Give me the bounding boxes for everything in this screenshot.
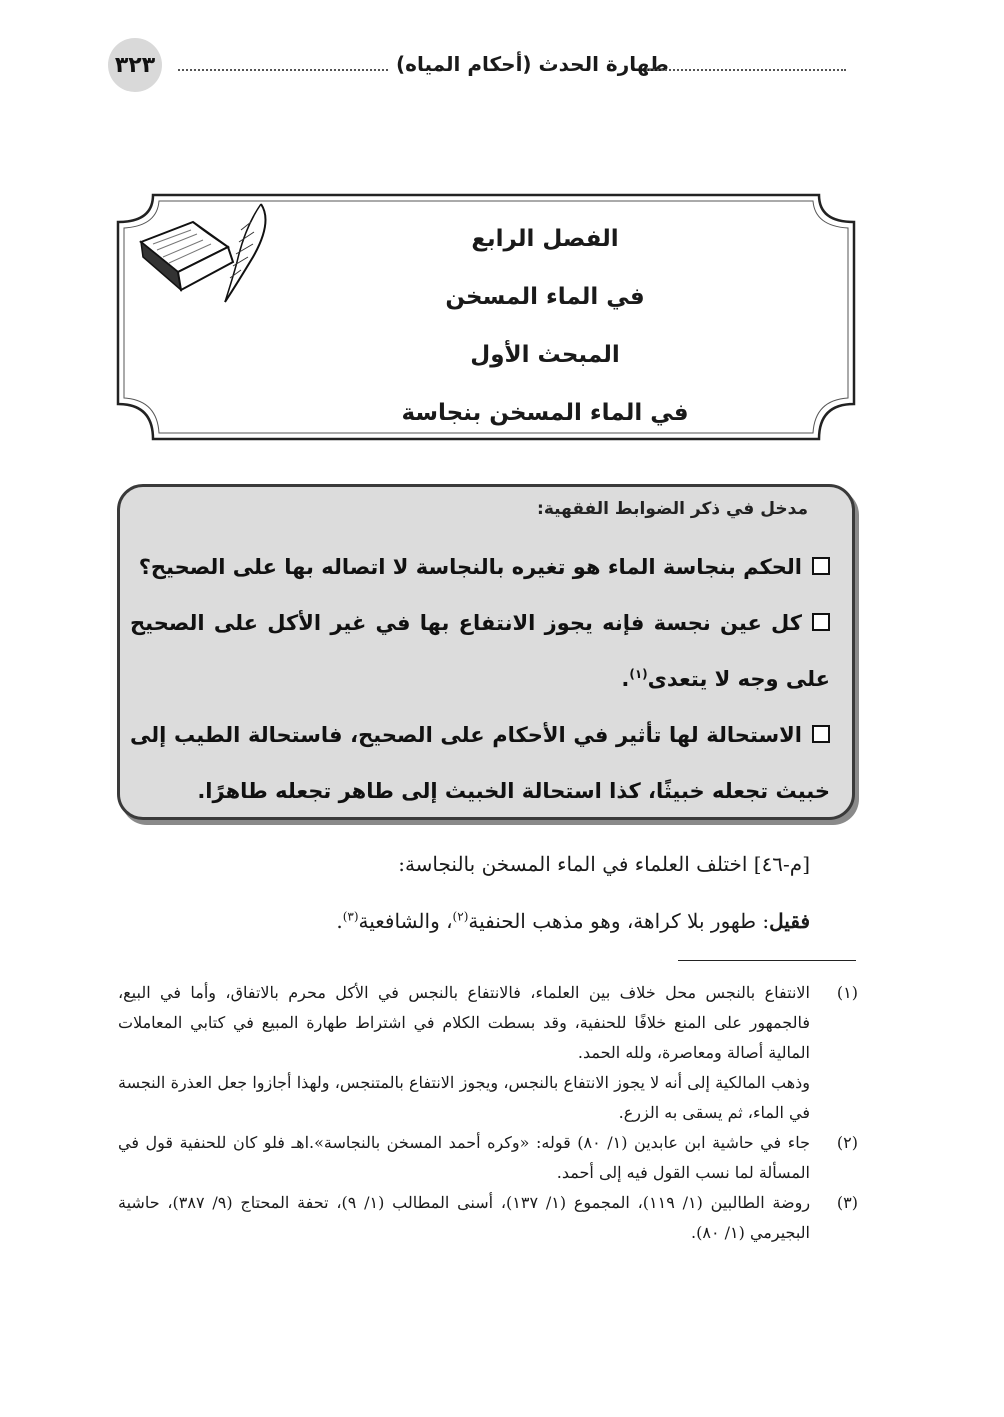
body-paragraph: [م-٤٦] اختلف العلماء في الماء المسخن بالنجاسة: [398, 852, 810, 876]
footnote-text: جاء في حاشية ابن عابدين (١/ ٨٠) قوله: «وكره أحمد المسخن بالنجاسة».اهـ فلو كان للحنفية قول في المسألة لما نسب القول فيه إلى أحمد. [118, 1133, 810, 1182]
page-number: ٣٢٣ [108, 38, 162, 92]
footnote-text: وذهب المالكية إلى أنه لا يجوز الانتفاع بالنجس، ويجوز الانتفاع بالمتنجس، ولهذا أجازوا جعل العذرة النجسة في الماء، ثم يسقى به الزرع. [118, 1073, 810, 1122]
fiqh-rules-box [117, 484, 855, 820]
footnotes [118, 978, 858, 1248]
section-heading: المبحث الأول [470, 342, 620, 368]
section-subject: في الماء المسخن بنجاسة [401, 400, 689, 426]
rule-item: كل عين نجسة فإنه يجوز الانتفاع بها في غير الأكل على الصحيح على وجه لا يتعدى$^{(١)}$. [130, 611, 830, 691]
footnote-ref[interactable]: (٣) [342, 909, 359, 924]
rule-item: الحكم بنجاسة الماء هو تغيره بالنجاسة لا اتصاله بها على الصحيح؟ [130, 539, 830, 595]
body-paragraph: فقيل: طهور بلا كراهة، وهو مذهب الحنفية$^{(٢)}$، والشافعية$^{(٣)}$. [336, 909, 810, 933]
footnote [118, 978, 858, 1128]
footnote-number: (٢) [836, 1133, 858, 1152]
page-header [108, 38, 848, 98]
checkbox-bullet-icon [812, 557, 830, 575]
rule-item: الاستحالة لها تأثير في الأحكام على الصحيح، فاستحالة الطيب إلى خبيث تجعله خبيثًا، كذا استحالة الخبيث إلى طاهر تجعله طاهرًا. [130, 723, 830, 803]
lead-word: فقيل [769, 909, 810, 933]
checkbox-bullet-icon [812, 725, 830, 743]
chapter-heading: الفصل الرابع [471, 226, 619, 252]
footnote-number: (١) [836, 983, 858, 1002]
footnote-number: (٣) [836, 1193, 858, 1212]
checkbox-bullet-icon [812, 613, 830, 631]
book-and-quill-icon [133, 202, 278, 312]
rules-heading: مدخل في ذكر الضوابط الفقهية: [537, 499, 808, 519]
running-title: طهارة الحدث (أحكام المياه) [396, 52, 669, 76]
header-dotted-leader [646, 69, 846, 71]
footnote-ref[interactable]: (١) [629, 667, 648, 681]
footnote-text: روضة الطالبين (١/ ١١٩)، المجموع (١/ ١٣٧)، أسنى المطالب (١/ ٩)، تحفة المحتاج (٩/ ٣٨٧)، حاشية البجيرمي (١/ ٨٠). [118, 1193, 811, 1242]
footnote-separator [678, 960, 856, 961]
footnote-ref[interactable]: (٢) [452, 909, 469, 924]
chapter-title-box [115, 192, 857, 442]
header-dotted-leader [178, 69, 388, 71]
footnote [118, 1128, 858, 1188]
chapter-subject: في الماء المسخن [445, 284, 645, 310]
footnote-text: الانتفاع بالنجس محل خلاف بين العلماء، فالانتفاع بالنجس في الأكل محرم بالاتفاق، وأما في البيع، فالجمهور على المنع خلافًا للحنفية، وقد بسطت الكلام في اشتراط طهارة المبيع في كتابي المعاملات المالية أصالة ومعاصرة، ولله الحمد. [118, 983, 811, 1062]
title-lines [275, 210, 815, 442]
footnote [118, 1188, 858, 1248]
